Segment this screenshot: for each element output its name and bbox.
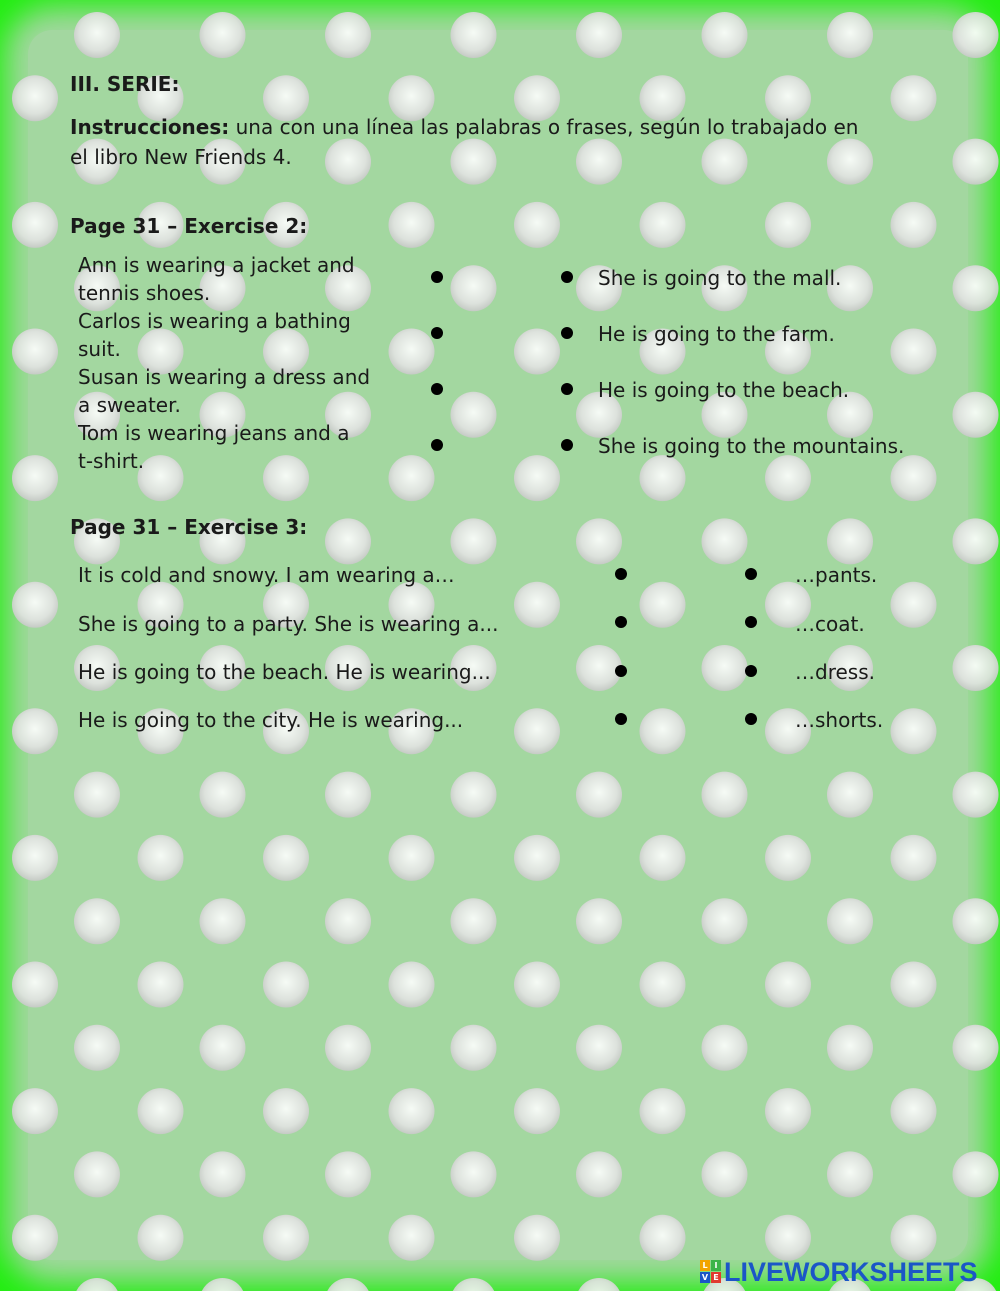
brand-name: LIVEWORKSHEETS <box>724 1256 978 1287</box>
ex3-left-2: She is going to a party. She is wearing a... <box>78 612 499 636</box>
ex2-left-1-line2: tennis shoes. <box>78 281 211 305</box>
ex2-left-3-line1: Susan is wearing a dress and <box>78 365 371 389</box>
ex3-left-3: He is going to the beach. He is wearing... <box>78 660 491 684</box>
ex2-right-dot-1[interactable] <box>561 271 573 283</box>
ex2-left-2-line1: Carlos is wearing a bathing <box>78 309 351 333</box>
ex3-right-4: …shorts. <box>795 708 884 732</box>
instructions-label: Instrucciones: <box>70 115 230 139</box>
ex2-left-dot-2[interactable] <box>431 327 443 339</box>
ex3-right-3: …dress. <box>795 660 875 684</box>
instructions-line-2: el libro New Friends 4. <box>70 145 292 169</box>
ex3-left-4: He is going to the city. He is wearing... <box>78 708 464 732</box>
ex3-right-2: …coat. <box>795 612 865 636</box>
ex2-right-3: He is going to the beach. <box>598 378 850 402</box>
ex2-left-dot-4[interactable] <box>431 439 443 451</box>
exercise2-title: Page 31 – Exercise 2: <box>70 214 308 238</box>
ex2-left-4-line2: t-shirt. <box>78 449 145 473</box>
ex2-right-dot-3[interactable] <box>561 383 573 395</box>
ex2-left-dot-1[interactable] <box>431 271 443 283</box>
ex3-left-dot-4[interactable] <box>615 713 627 725</box>
ex3-left-dot-3[interactable] <box>615 665 627 677</box>
ex2-left-3-line2: a sweater. <box>78 393 181 417</box>
ex3-right-dot-1[interactable] <box>745 568 757 580</box>
ex2-left-4-line1: Tom is wearing jeans and a <box>78 421 350 445</box>
instructions-text-1: una con una línea las palabras o frases, según lo trabajado en <box>229 115 859 139</box>
ex2-right-dot-2[interactable] <box>561 327 573 339</box>
ex3-right-1: …pants. <box>795 563 878 587</box>
ex3-right-dot-4[interactable] <box>745 713 757 725</box>
ex3-left-dot-1[interactable] <box>615 568 627 580</box>
instructions-line-1 <box>70 113 858 141</box>
exercise3-title: Page 31 – Exercise 3: <box>70 515 308 539</box>
ex3-right-dot-2[interactable] <box>745 616 757 628</box>
ex3-right-dot-3[interactable] <box>745 665 757 677</box>
ex3-left-1: It is cold and snowy. I am wearing a… <box>78 563 455 587</box>
ex2-left-dot-3[interactable] <box>431 383 443 395</box>
ex2-right-1: She is going to the mall. <box>598 266 842 290</box>
liveworksheets-logo[interactable] <box>700 1258 978 1286</box>
liveworksheets-logo-icon: L I V E <box>700 1260 722 1284</box>
ex2-right-dot-4[interactable] <box>561 439 573 451</box>
ex2-left-1-line1: Ann is wearing a jacket and <box>78 253 355 277</box>
ex3-left-dot-2[interactable] <box>615 616 627 628</box>
ex2-left-2-line2: suit. <box>78 337 121 361</box>
ex2-right-2: He is going to the farm. <box>598 322 835 346</box>
section-title: III. SERIE: <box>70 72 180 96</box>
ex2-right-4: She is going to the mountains. <box>598 434 905 458</box>
